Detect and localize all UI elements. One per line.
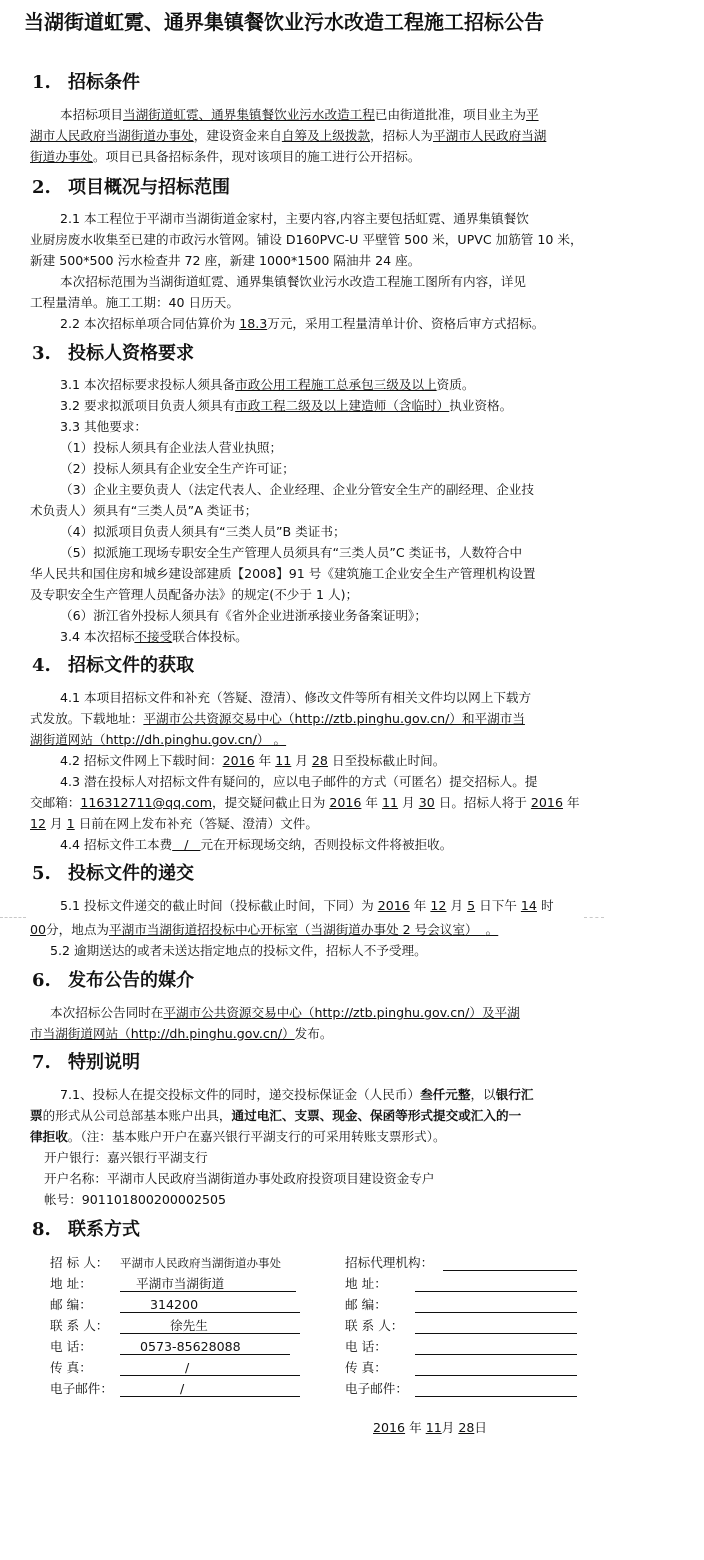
heading-1 [32,70,140,96]
heading-number: 1. [32,72,51,93]
s3-line7: 术负责人）须具有“三类人员”A 类证书； [30,503,258,518]
contact-row-phone: 电 话： 0573-85628088 [50,1337,310,1357]
s2-line4: 本次招标范围为当湖街道虹霓、通界集镇餐饮业污水改造工程施工图所有内容，详见 [60,274,526,289]
heading-text: 特别说明 [68,1052,140,1073]
s1-line2: 湖市人民政府当湖街道办事处，建设资金来自自筹及上级拨款，招标人为平湖市人民政府当湖 [30,128,547,143]
s5-line2: 00分，地点为平湖市当湖街道招投标中心开标室（当湖街道办事处 2 号会议室） 。 [30,922,499,937]
heading-number: 2. [32,177,51,198]
contact-row-postcode: 邮 编： 314200 [50,1295,310,1315]
margin-dash-right [584,917,604,918]
s4-line3: 湖街道网站（http://dh.pinghu.gov.cn/） 。 [30,732,287,747]
s2-line3: 新建 500*500 污水检查井 72 座，新建 1000*1500 隔油井 24 座。 [30,253,421,268]
s3-line4: （1）投标人须具有企业法人营业执照； [60,440,283,455]
email-link[interactable]: 116312711@qq.com [80,795,212,810]
document-title: 当湖街道虹霓、通界集镇餐饮业污水改造工程施工招标公告 [24,10,544,34]
contact-row-address: 地 址： 平湖市当湖街道 [50,1274,310,1294]
heading-2 [32,175,230,201]
s4-line8: 4.4 招标文件工本费 / 元在开标现场交纳，否则投标文件将被拒收。 [60,837,453,852]
heading-text: 发布公告的媒介 [68,970,194,991]
heading-6 [32,968,194,994]
agency-row-person: 联 系 人： [345,1316,585,1336]
heading-text: 联系方式 [68,1219,140,1240]
s7-line2: 票的形式从公司总部基本账户出具，通过电汇、支票、现金、保函等形式提交或汇入的一 [30,1108,522,1123]
s1-line3: 街道办事处。项目已具备招标条件，现对该项目的施工进行公开招标。 [30,149,421,164]
heading-number: 4. [32,655,51,676]
contact-row-email: 电子邮件： / [50,1379,310,1399]
s2-line1: 2.1 本工程位于平湖市当湖街道金家村，主要内容,内容主要包括虹霓、通界集镇餐饮 [60,211,529,226]
s7-line3: 律拒收。（注：基本账户开户在嘉兴银行平湖支行的可采用转账支票形式）。 [30,1129,446,1144]
agency-row-email: 电子邮件： [345,1379,585,1399]
s3-line13: 3.4 本次招标不接受联合体投标。 [60,629,248,644]
s3-line1: 3.1 本次招标要求投标人须具备市政公用工程施工总承包三级及以上资质。 [60,377,475,392]
heading-text: 招标文件的获取 [68,655,194,676]
announcement-date: 2016 年 11月 28日 [373,1420,487,1435]
s7-bank: 开户银行：嘉兴银行平湖支行 [44,1150,208,1165]
s4-line1: 4.1 本项目招标文件和补充（答疑、澄清）、修改文件等所有相关文件均以网上下载方 [60,690,532,705]
contact-row-fax: 传 真： / [50,1358,310,1378]
s7-account-number: 帐号：901101800200002505 [44,1192,227,1207]
s4-line6: 交邮箱：116312711@qq.com，提交疑问截止日为 2016 年 11 月 30 日。招标人将于 2016 年 [30,795,580,810]
heading-text: 投标人资格要求 [68,343,194,364]
s3-line6: （3）企业主要负责人（法定代表人、企业经理、企业分管安全生产的副经理、企业技 [60,482,534,497]
heading-text: 项目概况与招标范围 [68,177,230,198]
heading-8 [32,1217,140,1243]
heading-number: 6. [32,970,51,991]
contact-row-person: 联 系 人： 徐先生 [50,1316,310,1336]
s4-line4: 4.2 招标文件网上下载时间：2016 年 11 月 28 日至投标截止时间。 [60,753,446,768]
heading-number: 3. [32,343,51,364]
agency-row-address: 地 址： [345,1274,585,1294]
heading-number: 8. [32,1219,51,1240]
heading-text: 招标条件 [68,72,140,93]
s3-line3: 3.3 其他要求： [60,419,148,434]
margin-dash-left [0,917,26,918]
s3-line5: （2）投标人须具有企业安全生产许可证； [60,461,295,476]
heading-text: 投标文件的递交 [68,863,194,884]
s3-line2: 3.2 要求拟派项目负责人须具有市政工程二级及以上建造师（含临时）执业资格。 [60,398,513,413]
heading-number: 7. [32,1052,51,1073]
s3-line8: （4）拟派项目负责人须具有“三类人员”B 类证书； [60,524,346,539]
agency-row-phone: 电 话： [345,1337,585,1357]
heading-5 [32,861,194,887]
s3-line11: 及专职安全生产管理人员配备办法》的规定(不少于 1 人)； [30,587,359,602]
s2-line5: 工程量清单。施工工期：40 日历天。 [30,295,239,310]
s2-line6: 2.2 本次招标单项合同估算价为 18.3万元，采用工程量清单计价、资格后审方式招标。 [60,316,545,331]
agency-row-postcode: 邮 编： [345,1295,585,1315]
s7-line1: 7.1、投标人在提交投标文件的同时，递交投标保证金（人民币）叁仟元整，以银行汇 [60,1087,534,1102]
s3-line9: （5）拟派施工现场专职安全生产管理人员须具有“三类人员”C 类证书，人数符合中 [60,545,523,560]
heading-7 [32,1050,140,1076]
s4-line7: 12 月 1 日前在网上发布补充（答疑、澄清）文件。 [30,816,318,831]
contact-row-tenderer: 招 标 人： 平湖市人民政府当湖街道办事处 [50,1255,281,1270]
agency-row-fax: 传 真： [345,1358,585,1378]
s5-line3: 5.2 逾期送达的或者未送达指定地点的投标文件，招标人不予受理。 [50,943,427,958]
s5-line1: 5.1 投标文件递交的截止时间（投标截止时间，下同）为 2016 年 12 月 5 日下午 14 时 [60,898,554,913]
agency-row-name: 招标代理机构： [345,1253,585,1273]
s6-line2: 市当湖街道网站（http://dh.pinghu.gov.cn/）发布。 [30,1026,333,1041]
s6-line1: 本次招标公告同时在平湖市公共资源交易中心（http://ztb.pinghu.gov.cn/）及平湖 [50,1005,520,1020]
s3-line10: 华人民共和国住房和城乡建设部建质【2008】91 号《建筑施工企业安全生产管理机构设置 [30,566,536,581]
s3-line12: （6）浙江省外投标人须具有《省外企业进浙承接业务备案证明》； [60,608,427,623]
s2-line2: 业厨房废水收集至已建的市政污水管网。铺设 D160PVC-U 平壁管 500 米，UPVC 加筋管 10 米， [30,232,583,247]
s4-line2: 式发放。下载地址：平湖市公共资源交易中心（http://ztb.pinghu.gov.cn/）和平湖市当 [30,711,525,726]
s4-line5: 4.3 潜在投标人对招标文件有疑问的，应以电子邮件的方式（可匿名）提交招标人。提 [60,774,538,789]
s1-line1: 本招标项目当湖街道虹霓、通界集镇餐饮业污水改造工程已由街道批准，项目业主为平 [60,107,539,122]
heading-3 [32,341,194,367]
heading-4 [32,653,194,679]
heading-number: 5. [32,863,51,884]
s7-account-name: 开户名称：平湖市人民政府当湖街道办事处政府投资项目建设资金专户 [44,1171,435,1186]
